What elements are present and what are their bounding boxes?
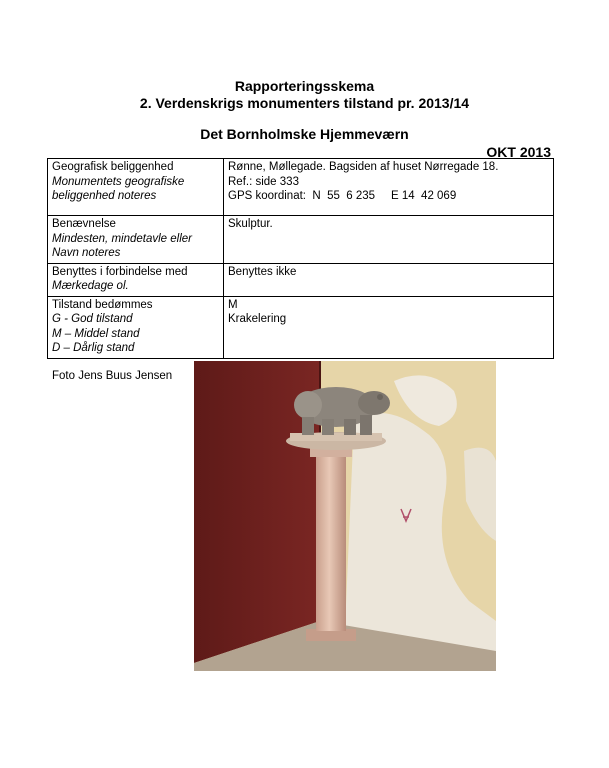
- report-form-table: [47, 158, 554, 359]
- row-label-cell: [48, 216, 224, 264]
- row-hint: Monumentets geografiske: [52, 175, 185, 188]
- row-label-cell: [48, 296, 224, 358]
- table-row: [48, 263, 554, 296]
- report-title: Rapporteringsskema: [234, 78, 375, 94]
- report-date: OKT 2013: [486, 144, 551, 160]
- row-label: Benyttes i forbindelse med: [52, 265, 188, 278]
- row-label-cell: [48, 159, 224, 216]
- location-text: Rønne, Møllegade. Bagsiden af huset Nørregade 18.: [228, 161, 499, 173]
- gps-coordinates: GPS koordinat: N 55 6 235 E 14 42 069: [228, 190, 457, 202]
- reference-text: Ref.: side 333: [228, 175, 299, 188]
- row-label-cell: [48, 263, 224, 296]
- photo-caption: Foto Jens Buus Jensen: [52, 370, 173, 382]
- row-value-cell: [224, 263, 554, 296]
- column-shaft: [316, 455, 346, 631]
- table-row: [48, 296, 554, 358]
- row-hint: Navn noteres: [52, 247, 121, 259]
- row-hint: Mærkedage ol.: [52, 280, 129, 292]
- usage-text: Benyttes ikke: [228, 265, 297, 278]
- table-row: [48, 159, 554, 216]
- row-hint: M – Middel stand: [52, 327, 140, 340]
- row-value-cell: [224, 159, 554, 216]
- row-hint: G - God tilstand: [52, 313, 133, 325]
- row-value-cell: [224, 296, 554, 358]
- row-value-cell: [224, 216, 554, 264]
- row-hint: beliggenhed noteres: [52, 190, 157, 202]
- organization-name: Det Bornholmske Hjemmeværn: [200, 126, 409, 142]
- row-hint: D – Dårlig stand: [52, 342, 135, 354]
- row-label: Benævnelse: [52, 218, 116, 230]
- condition-note: Krakelering: [228, 313, 287, 325]
- row-label: Geografisk beliggenhed: [52, 161, 174, 173]
- monument-photo: [194, 361, 496, 671]
- row-label: Tilstand bedømmes: [52, 298, 153, 311]
- designation-text: Skulptur.: [228, 218, 273, 230]
- report-subtitle: 2. Verdenskrigs monumenters tilstand pr. 2013/14: [139, 95, 470, 111]
- condition-grade: M: [228, 298, 238, 311]
- table-row: [48, 216, 554, 264]
- row-hint: Mindesten, mindetavle eller: [52, 232, 192, 245]
